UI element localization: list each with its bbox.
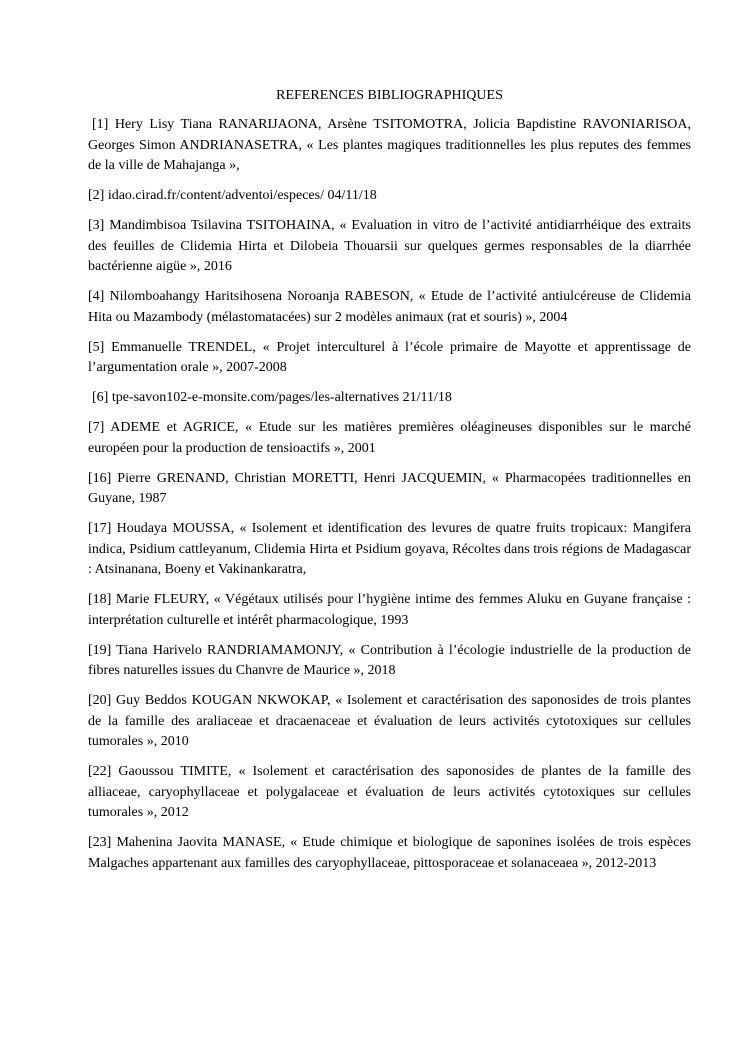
reference-item: [7] ADEME et AGRICE, « Etude sur les matières premières oléagineuses disponibles sur le marché européen pour la production de tensioactifs », 2001 <box>88 420 691 456</box>
reference-item: [18] Marie FLEURY, « Végétaux utilisés pour l’hygiène intime des femmes Aluku en Guyane française : interprétation culturelle et intérêt pharmacologique, 1993 <box>88 592 691 628</box>
reference-item: [2] idao.cirad.fr/content/adventoi/especes/ 04/11/18 <box>88 188 377 203</box>
reference-item: [20] Guy Beddos KOUGAN NKWOKAP, « Isolement et caractérisation des saponosides de trois plantes de la famille des araliaceae et dracaenaceae et évaluation de leurs activités cytotoxiques sur cellules tumorales », 2010 <box>88 693 691 749</box>
reference-item: [3] Mandimbisoa Tsilavina TSITOHAINA, « Evaluation in vitro de l’activité antidiarrhéique des extraits des feuilles de Clidemia Hirta et Dilobeia Thouarsii sur quelques germes responsables de la diarrhée bactérienne aigüe », 2016 <box>88 218 691 274</box>
reference-item: [17] Houdaya MOUSSA, « Isolement et identification des levures de quatre fruits tropicaux: Mangifera indica, Psidium cattleyanum, Clidemia Hirta et Psidium goyava, Récoltes dans trois régions de Madagascar : Atsinanana, Boeny et Vakinankaratra, <box>88 521 691 577</box>
reference-item: [23] Mahenina Jaovita MANASE, « Etude chimique et biologique de saponines isolées de trois espèces Malgaches appartenant aux familles des caryophyllaceae, pittosporaceae et solanaceaea », 2012-2013 <box>88 835 691 871</box>
reference-item: [1] Hery Lisy Tiana RANARIJAONA, Arsène TSITOMOTRA, Jolicia Bapdistine RAVONIARISOA, Georges Simon ANDRIANASETRA, « Les plantes magiques traditionnelles les plus reputes des femmes de la ville de Mahajanga », <box>88 117 691 173</box>
reference-item: [22] Gaoussou TIMITE, « Isolement et caractérisation des saponosides de plantes de la famille des alliaceae, caryophyllaceae et polygalaceae et évaluation de leurs activités cytotoxiques sur cellules tumorales », 2012 <box>88 764 691 820</box>
page-title: REFERENCES BIBLIOGRAPHIQUES <box>276 88 503 103</box>
reference-item: [6] tpe-savon102-e-monsite.com/pages/les-alternatives 21/11/18 <box>92 390 452 405</box>
reference-item: [19] Tiana Harivelo RANDRIAMAMONJY, « Contribution à l’écologie industrielle de la production de fibres naturelles issues du Chanvre de Maurice », 2018 <box>88 642 691 678</box>
reference-item: [5] Emmanuelle TRENDEL, « Projet interculturel à l’école primaire de Mayotte et apprentissage de l’argumentation orale », 2007-2008 <box>88 339 691 375</box>
reference-item: [4] Nilomboahangy Haritsihosena Noroanja RABESON, « Etude de l’activité antiulcéreuse de Clidemia Hita ou Mazambody (mélastomatacées) sur 2 modèles animaux (rat et souris) », 2004 <box>88 289 691 325</box>
reference-item: [16] Pierre GRENAND, Christian MORETTI, Henri JACQUEMIN, « Pharmacopées traditionnelles en Guyane, 1987 <box>88 470 691 506</box>
document-page <box>88 86 691 884</box>
